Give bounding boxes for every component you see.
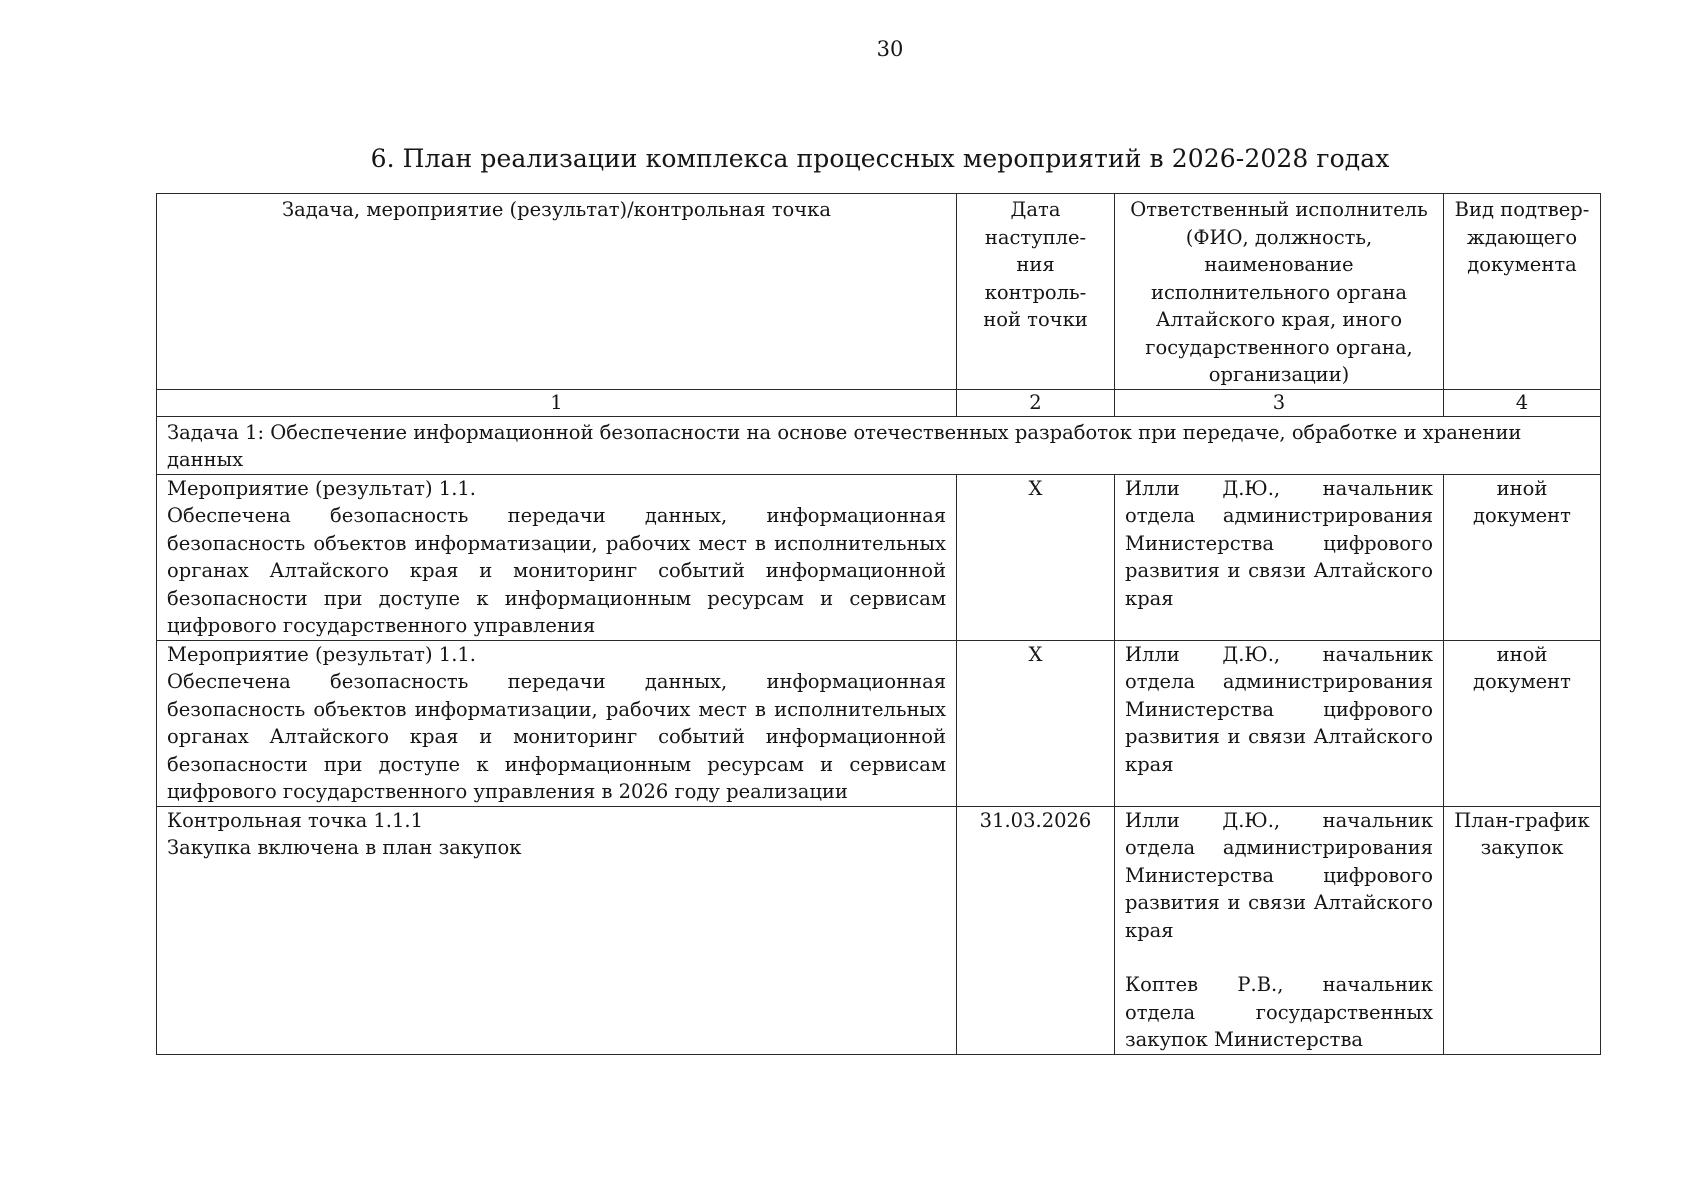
column-number: 1 [157, 389, 957, 416]
task-cell [157, 806, 957, 1054]
implementation-plan-table [156, 193, 1601, 1055]
page-number: 30 [876, 37, 904, 61]
header-doc-type: Вид подтвер-ждающего документа [1444, 194, 1601, 390]
executor-primary: Илли Д.Ю., начальник отдела администрирования Министерства цифрового развития и связи Алтайского края [1125, 808, 1433, 942]
task-heading-row [157, 416, 1601, 474]
column-number: 3 [1115, 389, 1444, 416]
column-number: 4 [1444, 389, 1601, 416]
table-row [157, 474, 1601, 640]
executor-secondary: Коптев Р.В., начальник отдела государственных закупок Министерства [1125, 973, 1433, 1051]
table-header-row [157, 194, 1601, 390]
header-date: Дата наступле-ния контроль-ной точки [957, 194, 1115, 390]
table-row [157, 640, 1601, 806]
doc-type-cell: иной документ [1444, 474, 1601, 640]
row-description: Обеспечена безопасность передачи данных, информационная безопасность объектов информатизации, рабочих мест в исполнительных органах Алтайского края и мониторинг событий информационной безопасности при доступе к информационным ресурсам и сервисам цифрового государственного управления [167, 504, 946, 637]
row-description: Закупка включена в план закупок [167, 836, 522, 859]
column-number: 2 [957, 389, 1115, 416]
row-label: Контрольная точка 1.1.1 [167, 808, 424, 832]
header-executor: Ответственный исполнитель (ФИО, должность, наименование исполнительного органа Алтайского края, иного государственного органа, организации) [1115, 194, 1444, 390]
executor-cell [1115, 806, 1444, 1054]
task-cell [157, 640, 957, 806]
spacer [1125, 944, 1433, 971]
executor-cell: Илли Д.Ю., начальник отдела администрирования Министерства цифрового развития и связи Алтайского края [1115, 640, 1444, 806]
task-heading: Задача 1: Обеспечение информационной безопасности на основе отечественных разработок при передаче, обработке и хранении данных [157, 416, 1601, 474]
doc-type-cell: иной документ [1444, 640, 1601, 806]
date-cell: Х [957, 640, 1115, 806]
doc-type-cell: План-график закупок [1444, 806, 1601, 1054]
executor-cell: Илли Д.Ю., начальник отдела администрирования Министерства цифрового развития и связи Алтайского края [1115, 474, 1444, 640]
table-row [157, 806, 1601, 1054]
row-label: Мероприятие (результат) 1.1. [167, 642, 476, 666]
page-title: 6. План реализации комплекса процессных мероприятий в 2026-2028 годах [370, 144, 1390, 173]
date-cell: Х [957, 474, 1115, 640]
row-label: Мероприятие (результат) 1.1. [167, 476, 476, 500]
row-description: Обеспечена безопасность передачи данных, информационная безопасность объектов информатизации, рабочих мест в исполнительных органах Алтайского края и мониторинг событий информационной безопасности при доступе к информационным ресурсам и сервисам цифрового государственного управления в 2026 году реализации [167, 670, 946, 803]
date-cell: 31.03.2026 [957, 806, 1115, 1054]
task-cell [157, 474, 957, 640]
column-number-row [157, 389, 1601, 416]
header-task: Задача, мероприятие (результат)/контрольная точка [157, 194, 957, 390]
